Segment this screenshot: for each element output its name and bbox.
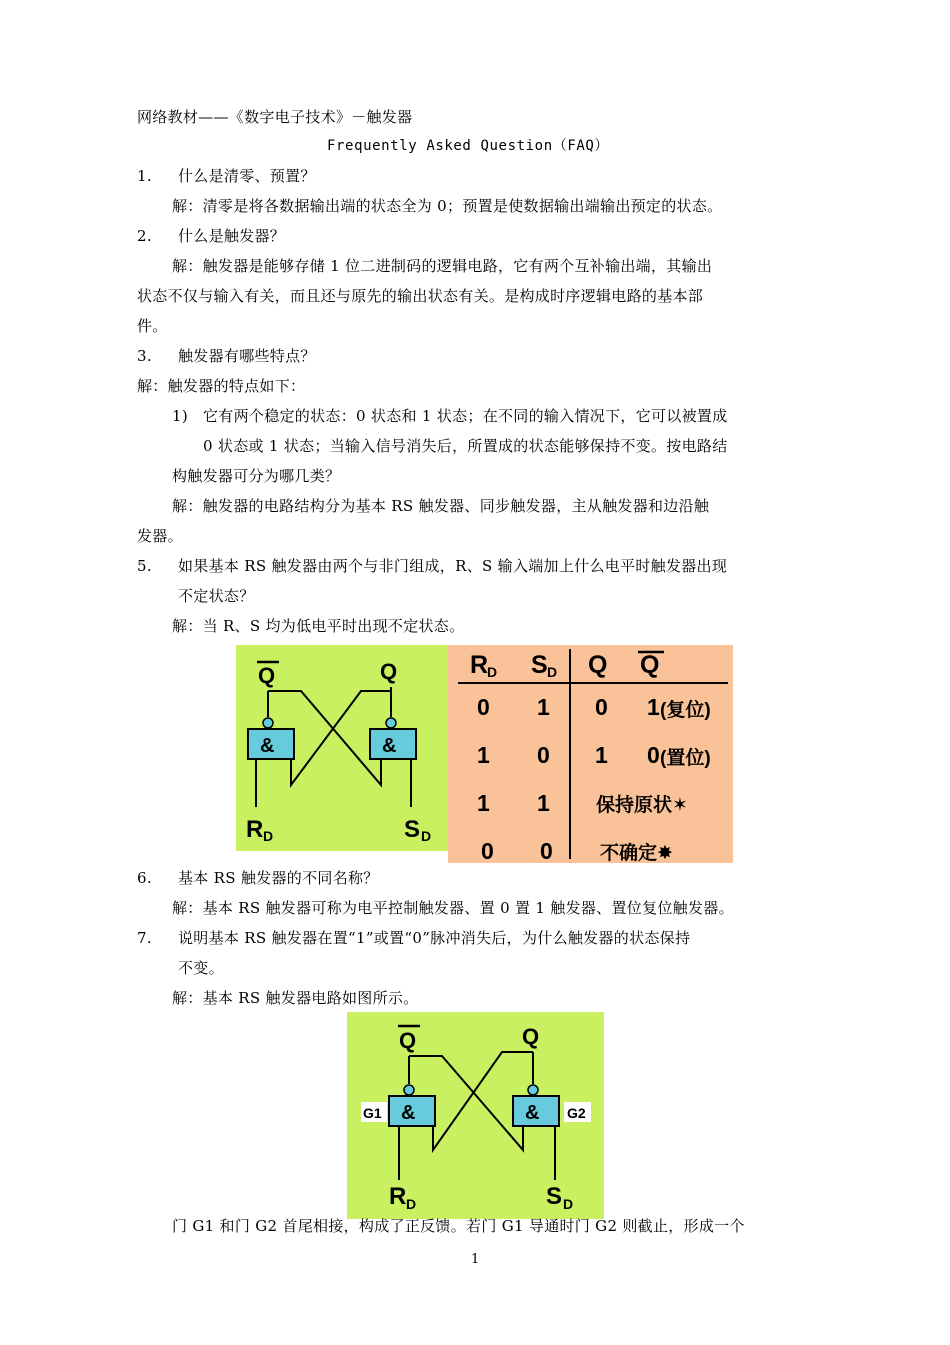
faq-subtitle: Frequently Asked Question（FAQ） <box>327 138 610 154</box>
sd-label: S <box>404 816 421 843</box>
q-label: Q <box>380 659 398 684</box>
question-text: 说明基本 RS 触发器在置“1”或置“0”脉冲消失后，为什么触发器的状态保持 <box>178 929 691 947</box>
question-text: 不变。 <box>178 959 224 977</box>
cell-note: (置位) <box>660 748 711 769</box>
question-text: 不定状态？ <box>178 587 255 605</box>
answer-text: 解：基本 RS 触发器电路如图所示。 <box>172 989 419 1007</box>
gate-symbol: & <box>401 1102 416 1124</box>
sd-subscript: D <box>421 828 432 844</box>
list-item-line: 0 状态或 1 状态；当输入信号消失后，所置成的状态能够保持不变。按电路结 <box>203 437 728 455</box>
question-text: 如果基本 RS 触发器由两个与非门组成，R、S 输入端加上什么电平时触发器出现 <box>178 557 728 575</box>
cell-desc: 保持原状✶ <box>596 795 688 816</box>
gate-symbol: & <box>382 735 397 757</box>
cell-sd: 0 <box>540 838 553 863</box>
sd-label: S <box>546 1183 563 1210</box>
inverter-bubble <box>404 1085 414 1095</box>
cell-rd: 1 <box>477 742 490 768</box>
question-text: 什么是清零、预置？ <box>178 167 316 185</box>
cell-q-bar: 0 <box>647 742 660 768</box>
answer-text: 解：基本 RS 触发器可称为电平控制触发器、置 0 置 1 触发器、置位复位触发器。 <box>172 899 734 917</box>
question-number: 3. <box>137 347 152 365</box>
cell-q: 1 <box>595 742 608 768</box>
header-q-bar: Q <box>640 651 660 679</box>
body-paragraph: 门 G1 和门 G2 首尾相接，构成了正反馈。若门 G1 导通时门 G2 则截止，形成一个 <box>172 1217 745 1235</box>
inverter-bubble <box>386 718 396 728</box>
g2-label: G2 <box>567 1105 586 1121</box>
answer-line: 解：触发器是能够存储 1 位二进制码的逻辑电路，它有两个互补输出端，其输出 <box>172 257 713 275</box>
inverter-bubble <box>263 718 273 728</box>
header-rd-sub: D <box>487 664 498 680</box>
rd-subscript: D <box>263 828 274 844</box>
rs-flipflop-circuit-figure <box>347 1012 604 1223</box>
rs-flipflop-figure <box>236 645 733 867</box>
answer-line: 解：触发器的电路结构分为基本 RS 触发器、同步触发器，主从触发器和边沿触 <box>172 497 710 515</box>
list-item-line: 构触发器可分为哪几类？ <box>172 467 341 485</box>
answer-line: 状态不仅与输入有关，而且还与原先的输出状态有关。是构成时序逻辑电路的基本部 <box>137 287 704 305</box>
cell-q-bar: 1 <box>647 694 660 720</box>
answer-line: 发器。 <box>137 527 183 545</box>
cell-rd: 1 <box>477 790 490 816</box>
header-sd: S <box>531 651 548 679</box>
cell-desc: 不确定✸ <box>600 843 673 863</box>
gate-symbol: & <box>525 1102 540 1124</box>
answer-text: 解：清零是将各数据输出端的状态全为 0；预置是使数据输出端输出预定的状态。 <box>172 197 723 215</box>
q-bar-label: Q <box>258 663 276 688</box>
question-text: 触发器有哪些特点？ <box>178 347 316 365</box>
g1-label: G1 <box>363 1105 382 1121</box>
q-bar-label: Q <box>399 1028 417 1053</box>
list-item-number: 1) <box>172 407 188 425</box>
question-text: 什么是触发器？ <box>178 227 286 245</box>
cell-q: 0 <box>595 694 608 720</box>
document-header: 网络教材——《数字电子技术》－触发器 <box>137 108 413 126</box>
inverter-bubble <box>528 1085 538 1095</box>
header-sd-sub: D <box>547 664 558 680</box>
answer-intro: 解：触发器的特点如下： <box>137 377 306 395</box>
rd-label: R <box>389 1183 407 1210</box>
page-number: 1 <box>471 1252 480 1267</box>
question-number: 6. <box>137 869 152 887</box>
rd-subscript: D <box>406 1196 417 1212</box>
question-number: 7. <box>137 929 152 947</box>
answer-text: 解：当 R、S 均为低电平时出现不定状态。 <box>172 617 465 635</box>
cell-note: (复位) <box>660 700 711 721</box>
cell-sd: 0 <box>537 742 550 768</box>
rd-label: R <box>246 816 264 843</box>
cell-sd: 1 <box>537 694 550 720</box>
cell-rd: 0 <box>477 694 490 720</box>
question-number: 1. <box>137 167 152 185</box>
cell-rd: 0 <box>481 838 494 863</box>
question-number: 5. <box>137 557 152 575</box>
cell-sd: 1 <box>537 790 550 816</box>
header-q: Q <box>588 651 608 679</box>
gate-symbol: & <box>260 735 275 757</box>
sd-subscript: D <box>563 1196 574 1212</box>
list-item-line: 它有两个稳定的状态：0 状态和 1 状态；在不同的输入情况下，它可以被置成 <box>203 407 728 425</box>
answer-line: 件。 <box>137 317 168 335</box>
question-text: 基本 RS 触发器的不同名称？ <box>178 869 379 887</box>
q-label: Q <box>522 1024 540 1049</box>
header-rd: R <box>470 651 489 679</box>
question-number: 2. <box>137 227 152 245</box>
